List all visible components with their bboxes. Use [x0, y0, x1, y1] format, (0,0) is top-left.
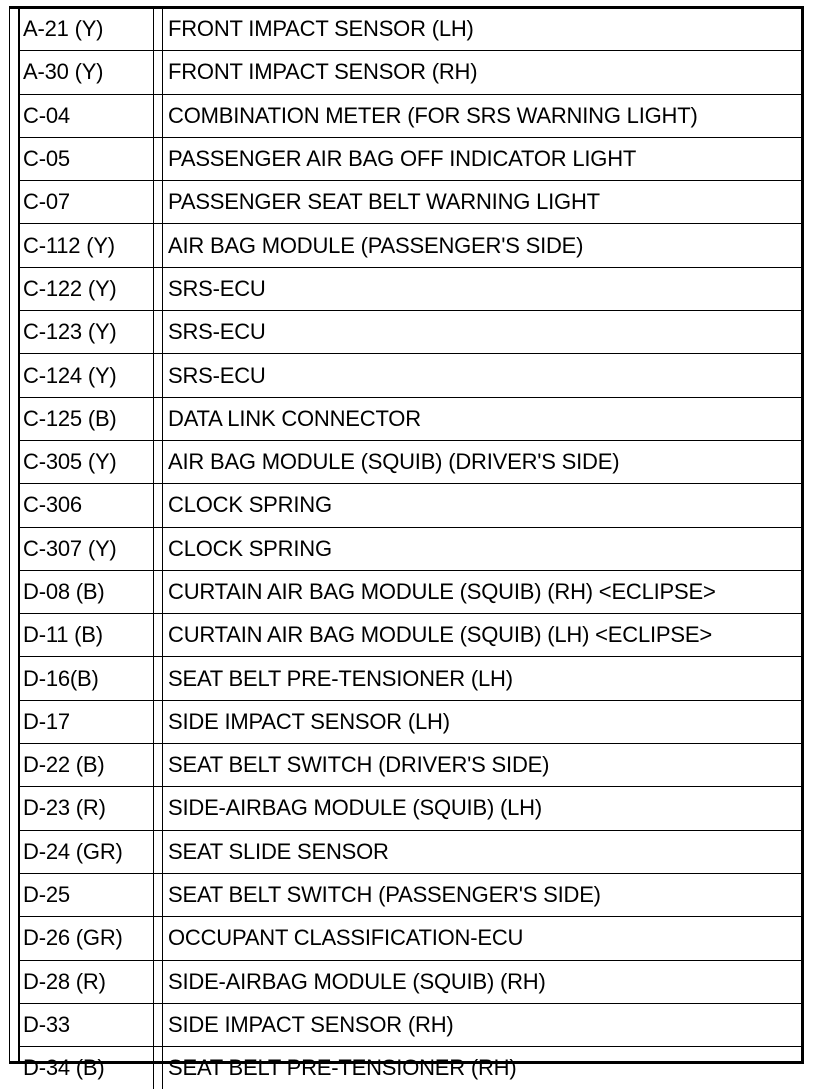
table-row: [18, 51, 801, 94]
table-row: [18, 1003, 801, 1046]
column-gap: [154, 484, 163, 527]
column-gap: [154, 614, 163, 657]
connector-description: SRS-ECU: [163, 267, 802, 310]
connector-description: CURTAIN AIR BAG MODULE (SQUIB) (LH) <ECLIPSE>: [163, 614, 802, 657]
connector-code: C-112 (Y): [18, 224, 154, 267]
table-row: [18, 830, 801, 873]
column-gap: [154, 94, 163, 137]
column-gap: [154, 527, 163, 570]
connector-description: FRONT IMPACT SENSOR (RH): [163, 51, 802, 94]
column-gap: [154, 873, 163, 916]
table-row: [18, 8, 801, 51]
column-gap: [154, 440, 163, 483]
connector-description: COMBINATION METER (FOR SRS WARNING LIGHT): [163, 94, 802, 137]
table-row: [18, 614, 801, 657]
table-row: [18, 397, 801, 440]
column-gap: [154, 8, 163, 51]
table-row: [18, 570, 801, 613]
table-row: [18, 873, 801, 916]
connector-code: A-30 (Y): [18, 51, 154, 94]
connector-description: SIDE IMPACT SENSOR (RH): [163, 1003, 802, 1046]
connector-code: D-24 (GR): [18, 830, 154, 873]
column-gap: [154, 51, 163, 94]
column-gap: [154, 744, 163, 787]
connector-description: SEAT BELT SWITCH (PASSENGER'S SIDE): [163, 873, 802, 916]
connector-description: OCCUPANT CLASSIFICATION-ECU: [163, 917, 802, 960]
connector-code: D-08 (B): [18, 570, 154, 613]
column-gap: [154, 267, 163, 310]
connector-code: D-22 (B): [18, 744, 154, 787]
connector-code: C-125 (B): [18, 397, 154, 440]
connector-description: PASSENGER AIR BAG OFF INDICATOR LIGHT: [163, 137, 802, 180]
column-gap: [154, 1003, 163, 1046]
table-row: [18, 744, 801, 787]
table-row: [18, 137, 801, 180]
connector-description: SEAT BELT SWITCH (DRIVER'S SIDE): [163, 744, 802, 787]
connector-code: C-307 (Y): [18, 527, 154, 570]
column-gap: [154, 224, 163, 267]
connector-code: C-306: [18, 484, 154, 527]
column-gap: [154, 570, 163, 613]
connector-code: D-16(B): [18, 657, 154, 700]
connector-table: [18, 8, 801, 1089]
connector-code: D-33: [18, 1003, 154, 1046]
table-row: [18, 700, 801, 743]
table-row: [18, 94, 801, 137]
column-gap: [154, 1047, 163, 1089]
connector-description: SIDE IMPACT SENSOR (LH): [163, 700, 802, 743]
table-row: [18, 960, 801, 1003]
connector-description: CLOCK SPRING: [163, 484, 802, 527]
connector-description: PASSENGER SEAT BELT WARNING LIGHT: [163, 181, 802, 224]
connector-code: C-123 (Y): [18, 311, 154, 354]
connector-description: SEAT SLIDE SENSOR: [163, 830, 802, 873]
table-row: [18, 224, 801, 267]
connector-code: C-07: [18, 181, 154, 224]
column-gap: [154, 181, 163, 224]
connector-description: FRONT IMPACT SENSOR (LH): [163, 8, 802, 51]
connector-description: SRS-ECU: [163, 311, 802, 354]
connector-description: SEAT BELT PRE-TENSIONER (LH): [163, 657, 802, 700]
column-gap: [154, 397, 163, 440]
table-row: [18, 657, 801, 700]
column-gap: [154, 917, 163, 960]
connector-code: D-26 (GR): [18, 917, 154, 960]
connector-description: SIDE-AIRBAG MODULE (SQUIB) (RH): [163, 960, 802, 1003]
column-gap: [154, 830, 163, 873]
column-gap: [154, 700, 163, 743]
table-row: [18, 1047, 801, 1089]
table-row: [18, 440, 801, 483]
table-row: [18, 917, 801, 960]
connector-description: SEAT BELT PRE-TENSIONER (RH): [168, 1055, 517, 1081]
table-row: [18, 311, 801, 354]
table-row: [18, 527, 801, 570]
connector-code: A-21 (Y): [18, 8, 154, 51]
connector-description: SIDE-AIRBAG MODULE (SQUIB) (LH): [163, 787, 802, 830]
connector-code: D-23 (R): [18, 787, 154, 830]
connector-code: C-305 (Y): [18, 440, 154, 483]
column-gap: [154, 657, 163, 700]
table-row: [18, 267, 801, 310]
connector-code: D-11 (B): [18, 614, 154, 657]
column-gap: [154, 311, 163, 354]
connector-code: D-34 (B): [18, 1047, 154, 1089]
connector-code: C-04: [18, 94, 154, 137]
connector-table-body: [18, 8, 801, 1089]
connector-description: SRS-ECU: [163, 354, 802, 397]
connector-code: D-28 (R): [18, 960, 154, 1003]
connector-code: D-25: [18, 873, 154, 916]
connector-description: DATA LINK CONNECTOR: [163, 397, 802, 440]
connector-code: C-124 (Y): [18, 354, 154, 397]
table-row: [18, 181, 801, 224]
connector-code: C-05: [18, 137, 154, 180]
connector-description: CURTAIN AIR BAG MODULE (SQUIB) (RH) <ECLIPSE>: [163, 570, 802, 613]
column-gap: [154, 787, 163, 830]
column-gap: [154, 137, 163, 180]
table-row: [18, 787, 801, 830]
column-gap: [154, 354, 163, 397]
column-gap: [154, 960, 163, 1003]
connector-description: CLOCK SPRING: [163, 527, 802, 570]
connector-description: AIR BAG MODULE (PASSENGER'S SIDE): [163, 224, 802, 267]
table-row: [18, 354, 801, 397]
connector-description: AIR BAG MODULE (SQUIB) (DRIVER'S SIDE): [163, 440, 802, 483]
connector-code: D-17: [18, 700, 154, 743]
connector-code: C-122 (Y): [18, 267, 154, 310]
table-row: [18, 484, 801, 527]
